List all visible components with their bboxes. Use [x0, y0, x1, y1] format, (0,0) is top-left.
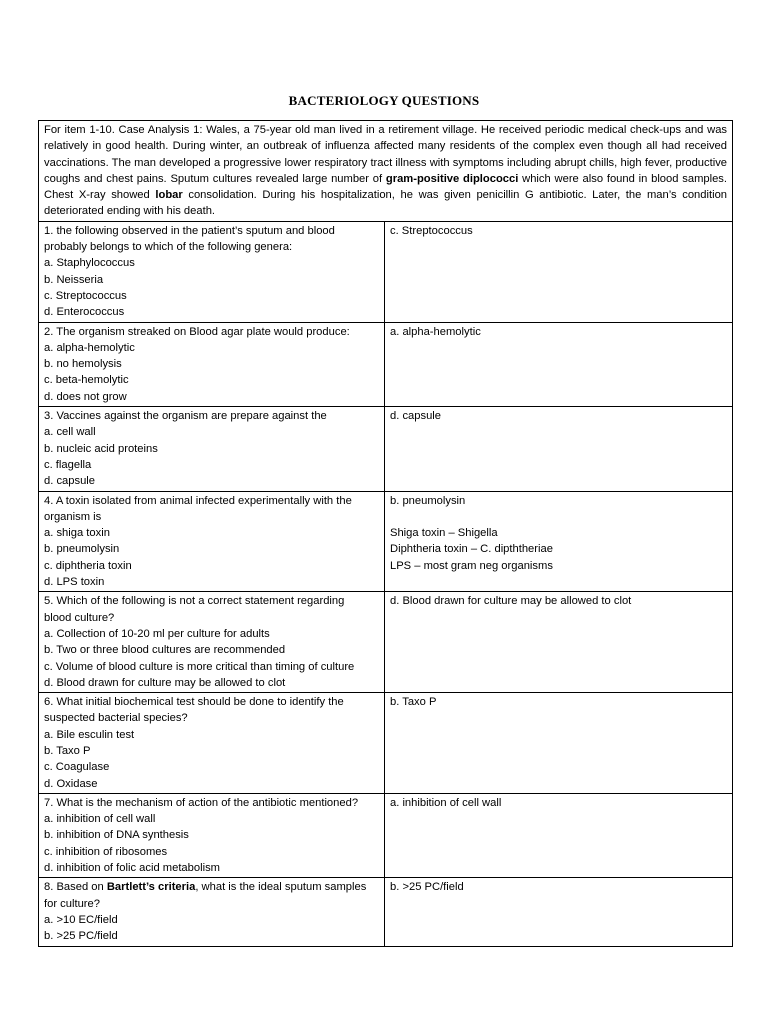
option-c: c. diphtheria toxin	[44, 559, 132, 572]
option-b: b. nucleic acid proteins	[44, 442, 158, 455]
question-row-2	[39, 322, 733, 406]
question-stem: organism is	[44, 510, 102, 523]
question-7	[39, 793, 385, 877]
option-c: c. Streptococcus	[44, 289, 127, 302]
question-2	[39, 322, 385, 406]
option-d: d. Enterococcus	[44, 306, 125, 319]
question-stem	[44, 879, 379, 895]
option-c: c. Coagulase	[44, 761, 110, 774]
stem-text: 8. Based on	[44, 881, 107, 894]
question-stem: 7. What is the mechanism of action of the antibiotic mentioned?	[44, 796, 359, 809]
stem-text: , what is the ideal sputum samples	[195, 881, 367, 894]
option-a: a. alpha-hemolytic	[44, 341, 135, 354]
option-b: b. inhibition of DNA synthesis	[44, 829, 189, 842]
question-stem: for culture?	[44, 897, 100, 910]
question-stem: blood culture?	[44, 611, 115, 624]
question-5	[39, 592, 385, 693]
answer-text: d. Blood drawn for culture may be allowed to clot	[390, 595, 632, 608]
intro-text-3: consolidation. During his hospitalization, he was given penicillin G antibiotic. Later, the man’s condition deteriorated ending with his death.	[44, 189, 728, 218]
option-d: d. does not grow	[44, 390, 127, 403]
option-a: a. Staphylococcus	[44, 257, 135, 270]
question-row-7	[39, 793, 733, 877]
option-a: a. shiga toxin	[44, 527, 110, 540]
answer-text: c. Streptococcus	[390, 224, 473, 237]
question-row-3	[39, 407, 733, 491]
option-d: d. capsule	[44, 475, 95, 488]
option-d: d. inhibition of folic acid metabolism	[44, 862, 220, 875]
option-b: b. no hemolysis	[44, 358, 122, 371]
answer-4	[385, 491, 733, 592]
answer-text: b. Taxo P	[390, 696, 437, 709]
answer-text: d. capsule	[390, 410, 441, 423]
option-a: a. cell wall	[44, 426, 96, 439]
option-a: a. Bile esculin test	[44, 728, 135, 741]
case-intro	[39, 121, 733, 222]
question-1	[39, 221, 385, 322]
answer-6	[385, 693, 733, 794]
question-stem: probably belongs to which of the following genera:	[44, 241, 293, 254]
answer-text: b. pneumolysin	[390, 494, 466, 507]
intro-bold-diplococci: gram-positive diplococci	[385, 172, 519, 185]
question-row-5	[39, 592, 733, 693]
question-stem: 3. Vaccines against the organism are prepare against the	[44, 410, 327, 423]
answer-text: a. alpha-hemolytic	[390, 325, 481, 338]
question-table	[38, 120, 733, 947]
intro-text-2: which were also found in blood samples. Chest X-ray showed	[44, 172, 728, 202]
question-8	[39, 878, 385, 946]
question-row-4	[39, 491, 733, 592]
answer-5	[385, 592, 733, 693]
option-d: d. LPS toxin	[44, 576, 105, 589]
answer-note: LPS – most gram neg organisms	[390, 559, 553, 572]
answer-text: a. inhibition of cell wall	[390, 796, 502, 809]
option-b: b. Two or three blood cultures are recommended	[44, 644, 286, 657]
option-b: b. Taxo P	[44, 744, 91, 757]
answer-8	[385, 878, 733, 946]
answer-7	[385, 793, 733, 877]
answer-2	[385, 322, 733, 406]
question-row-8	[39, 878, 733, 946]
question-stem: 4. A toxin isolated from animal infected experimentally with the	[44, 494, 352, 507]
option-c: c. beta-hemolytic	[44, 374, 129, 387]
option-a: a. Collection of 10-20 ml per culture for adults	[44, 627, 270, 640]
question-stem: 5. Which of the following is not a correct statement regarding	[44, 595, 345, 608]
option-d: d. Oxidase	[44, 777, 98, 790]
question-stem: 1. the following observed in the patient’s sputum and blood	[44, 224, 335, 237]
question-6	[39, 693, 385, 794]
page-title: BACTERIOLOGY QUESTIONS	[288, 93, 480, 108]
option-c: c. flagella	[44, 458, 92, 471]
question-3	[39, 407, 385, 491]
answer-3	[385, 407, 733, 491]
intro-row	[39, 121, 733, 222]
question-row-1	[39, 221, 733, 322]
spacer	[390, 509, 727, 525]
answer-note: Shiga toxin – Shigella	[390, 527, 498, 540]
intro-text-1: For item 1-10. Case Analysis 1: Wales, a 75-year old man lived in a retirement village. He received periodic medical check-ups and was relatively in good health. During winter, an outbreak of influenza affected many residents of the complex even though all had received vaccinations. The man developed a progressive lower respiratory tract illness with symptoms including abrupt chills, high fever, productive coughs and chest pains. Sputum cultures revealed large number of	[44, 124, 728, 185]
question-4	[39, 491, 385, 592]
question-stem: 6. What initial biochemical test should be done to identify the	[44, 696, 344, 709]
option-b: b. Neisseria	[44, 273, 104, 286]
option-d: d. Blood drawn for culture may be allowed to clot	[44, 676, 286, 689]
option-b: b. >25 PC/field	[44, 930, 118, 943]
option-c: c. Volume of blood culture is more critical than timing of culture	[44, 660, 355, 673]
option-b: b. pneumolysin	[44, 543, 120, 556]
question-stem: suspected bacterial species?	[44, 712, 188, 725]
option-c: c. inhibition of ribosomes	[44, 845, 168, 858]
stem-bold-bartletts: Bartlett’s criteria	[106, 881, 196, 894]
answer-text: b. >25 PC/field	[390, 881, 464, 894]
answer-note: Diphtheria toxin – C. dipththeriae	[390, 543, 553, 556]
answer-1	[385, 221, 733, 322]
option-a: a. inhibition of cell wall	[44, 813, 156, 826]
question-row-6	[39, 693, 733, 794]
option-a: a. >10 EC/field	[44, 913, 118, 926]
question-stem: 2. The organism streaked on Blood agar plate would produce:	[44, 325, 350, 338]
intro-bold-lobar: lobar	[155, 189, 183, 202]
